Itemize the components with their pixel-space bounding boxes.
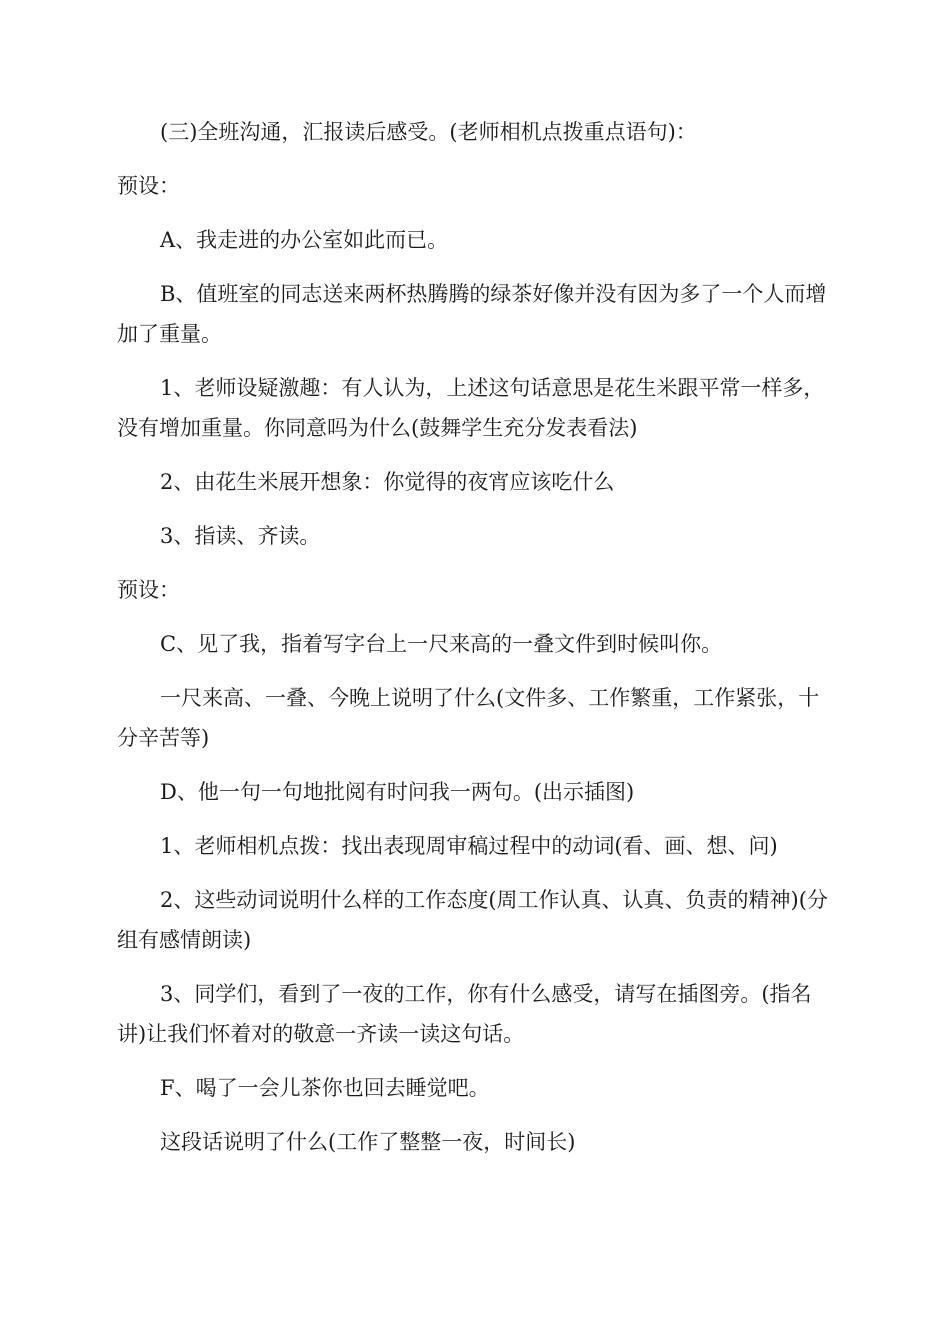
paragraph-preset-label-2: 预设： [117,578,180,602]
paragraph-b-step-3: 3、指读、齐读。 [160,524,321,548]
paragraph-item-d: D、他一句一句地批阅有时问我一两句。(出示插图) [160,780,635,804]
paragraph-c-explanation: 一尺来高、一叠、今晚上说明了什么(文件多、工作繁重，工作紧张，十分辛苦等) [117,686,820,750]
paragraph-d-step-1: 1、老师相机点拨：找出表现周审稿过程中的动词(看、画、想、问) [160,834,778,858]
paragraph-preset-label: 预设： [117,174,180,198]
paragraph-item-b: B、值班室的同志送来两杯热腾腾的绿茶好像并没有因为多了一个人而增加了重量。 [117,282,827,346]
paragraph-item-c: C、见了我，指着写字台上一尺来高的一叠文件到时候叫你。 [160,632,723,656]
document-body [117,112,833,1176]
paragraph-d-step-2: 2、这些动词说明什么样的工作态度(周工作认真、认真、负责的精神)(分组有感情朗读) [117,888,828,952]
paragraph-item-a: A、我走进的办公室如此而已。 [160,228,449,252]
paragraph-b-step-2: 2、由花生米展开想象：你觉得的夜宵应该吃什么 [160,470,615,494]
paragraph-f-explanation: 这段话说明了什么(工作了整整一夜，时间长) [160,1130,576,1154]
paragraph-b-step-1: 1、老师设疑激趣：有人认为，上述这句话意思是花生米跟平常一样多，没有增加重量。你同意吗为什么(鼓舞学生充分发表看法) [117,376,825,440]
paragraph-section-heading: (三)全班沟通，汇报读后感受。(老师相机点拨重点语句)： [160,120,697,144]
paragraph-d-step-3: 3、同学们，看到了一夜的工作，你有什么感受，请写在插图旁。(指名讲)让我们怀着对的敬意一齐读一读这句话。 [117,982,812,1046]
paragraph-item-f: F、喝了一会儿茶你也回去睡觉吧。 [160,1076,490,1100]
